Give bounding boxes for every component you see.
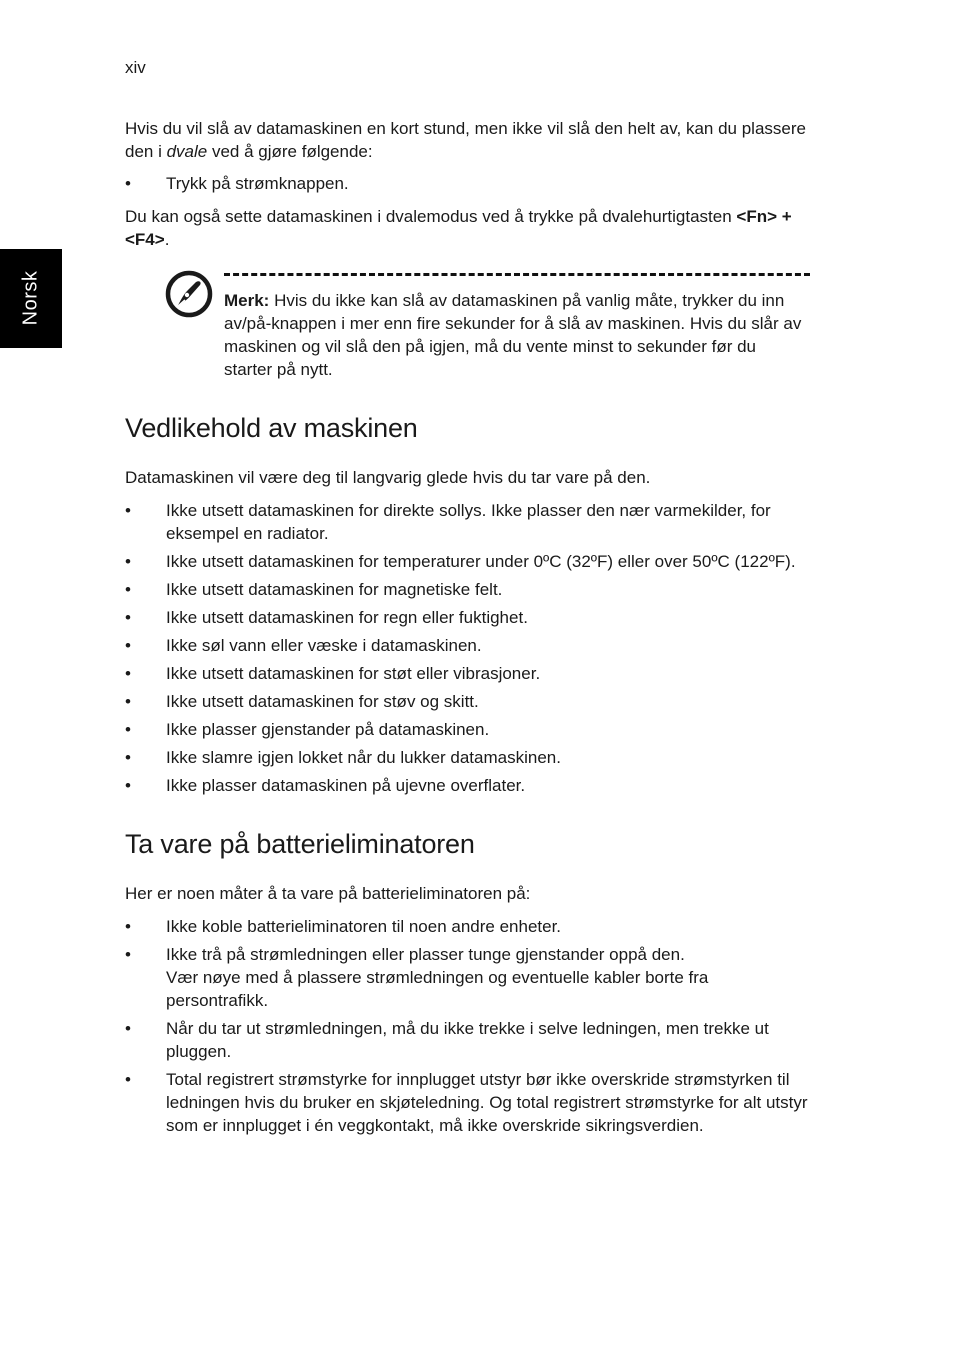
- list-item: [125, 1068, 815, 1137]
- note-pen-icon: [165, 270, 213, 318]
- list-item: [125, 718, 815, 741]
- section-heading-adapter: Ta vare på batterieliminatoren: [125, 829, 475, 859]
- bullet-icon: •: [125, 552, 131, 571]
- intro-text: Hvis du vil slå av datamaskinen en kort stund, men ikke vil slå den helt av, kan du plassere den i: [125, 119, 806, 161]
- bullet-icon: •: [125, 174, 131, 193]
- bullet-icon: •: [125, 917, 131, 936]
- list-item: [125, 662, 815, 685]
- bullet-icon: •: [125, 580, 131, 599]
- intro-paragraph: [125, 117, 815, 163]
- list-item-text: Ikke utsett datamaskinen for støv og skitt.: [166, 692, 479, 711]
- intro-text-end: ved å gjøre følgende:: [207, 142, 373, 161]
- bullet-icon: •: [125, 608, 131, 627]
- bullet-icon: •: [125, 501, 131, 520]
- list-item: [125, 499, 815, 545]
- list-item-text: Ikke utsett datamaskinen for magnetiske felt.: [166, 580, 503, 599]
- section-heading-maintenance: Vedlikehold av maskinen: [125, 413, 418, 443]
- bullet-icon: •: [125, 692, 131, 711]
- list-item-text: Ikke plasser datamaskinen på ujevne overflater.: [166, 776, 526, 795]
- list-item-text: Trykk på strømknappen.: [166, 174, 349, 193]
- list-item-text: Total registrert strømstyrke for innplugget utstyr bør ikke overskride strømstyrken til ledningen hvis du bruker en skjøteledning. Og total registrert strømstyrke for alt utstyr som er innplugget i én veggkontakt, må ikke overskride sikringsverdien.: [166, 1070, 808, 1135]
- bullet-icon: •: [125, 1019, 131, 1038]
- bullet-icon: •: [125, 636, 131, 655]
- bullet-icon: •: [125, 776, 131, 795]
- note-dashed-rule: [224, 273, 810, 276]
- list-item: [125, 172, 815, 195]
- maintenance-list: [125, 499, 815, 797]
- language-side-tab-label: Norsk: [19, 270, 42, 326]
- list-item-text: Når du tar ut strømledningen, må du ikke trekke i selve ledningen, men trekke ut pluggen.: [166, 1019, 769, 1061]
- list-item: [125, 690, 815, 713]
- list-item-text: Ikke koble batterieliminatoren til noen andre enheter.: [166, 917, 562, 936]
- list-item-text: Ikke utsett datamaskinen for direkte sollys. Ikke plasser den nær varmekilder, for eksempel en radiator.: [166, 501, 771, 543]
- list-item-text: Ikke slamre igjen lokket når du lukker datamaskinen.: [166, 748, 561, 767]
- list-item-text: Ikke plasser gjenstander på datamaskinen.: [166, 720, 490, 739]
- bullet-icon: •: [125, 748, 131, 767]
- list-item-text: Ikke utsett datamaskinen for støt eller vibrasjoner.: [166, 664, 541, 683]
- page-number: xiv: [125, 58, 146, 77]
- language-side-tab: [0, 249, 62, 348]
- note-text: [224, 289, 804, 381]
- bullet-icon: •: [125, 664, 131, 683]
- list-item: [125, 1017, 815, 1063]
- list-item-text: Ikke søl vann eller væske i datamaskinen.: [166, 636, 482, 655]
- bullet-icon: •: [125, 1070, 131, 1089]
- hotkey-text: Du kan også sette datamaskinen i dvalemodus ved å trykke på dvalehurtigtasten: [125, 207, 737, 226]
- list-item: [125, 774, 815, 797]
- note-body: Hvis du ikke kan slå av datamaskinen på vanlig måte, trykker du inn av/på-knappen i mer enn fire sekunder for å slå av maskinen. Hvis du slår av maskinen og vil slå den på igjen, må du vente minst to sekunder før du starter på nytt.: [224, 291, 802, 379]
- bullet-icon: •: [125, 720, 131, 739]
- list-item: [125, 746, 815, 769]
- adapter-list: [125, 915, 815, 1137]
- intro-list: [125, 172, 815, 195]
- list-item: [125, 943, 815, 1012]
- page-content: [125, 117, 815, 1142]
- section-intro: Her er noen måter å ta vare på batterieliminatoren på:: [125, 884, 531, 903]
- section-intro: Datamaskinen vil være deg til langvarig glede hvis du tar vare på den.: [125, 468, 651, 487]
- bullet-icon: •: [125, 945, 131, 964]
- list-item-text: Ikke utsett datamaskinen for temperaturer under 0ºC (32ºF) eller over 50ºC (122ºF).: [166, 552, 796, 571]
- hotkey-text-end: .: [164, 230, 170, 249]
- intro-italic-term: dvale: [166, 142, 208, 161]
- list-item: [125, 606, 815, 629]
- list-item: [125, 634, 815, 657]
- note-box: [125, 270, 815, 381]
- list-item-text: Ikke trå på strømledningen eller plasser tunge gjenstander oppå den.: [166, 945, 685, 964]
- list-item-text: Ikke utsett datamaskinen for regn eller fuktighet.: [166, 608, 528, 627]
- list-item: [125, 915, 815, 938]
- list-item: [125, 550, 815, 573]
- list-item-text: Vær nøye med å plassere strømledningen og eventuelle kabler borte fra persontrafikk.: [166, 968, 709, 1010]
- note-label: Merk:: [224, 291, 270, 310]
- hotkey-paragraph: [125, 205, 815, 251]
- hotkey-combo: <Fn> + <F4>: [125, 207, 792, 249]
- list-item: [125, 578, 815, 601]
